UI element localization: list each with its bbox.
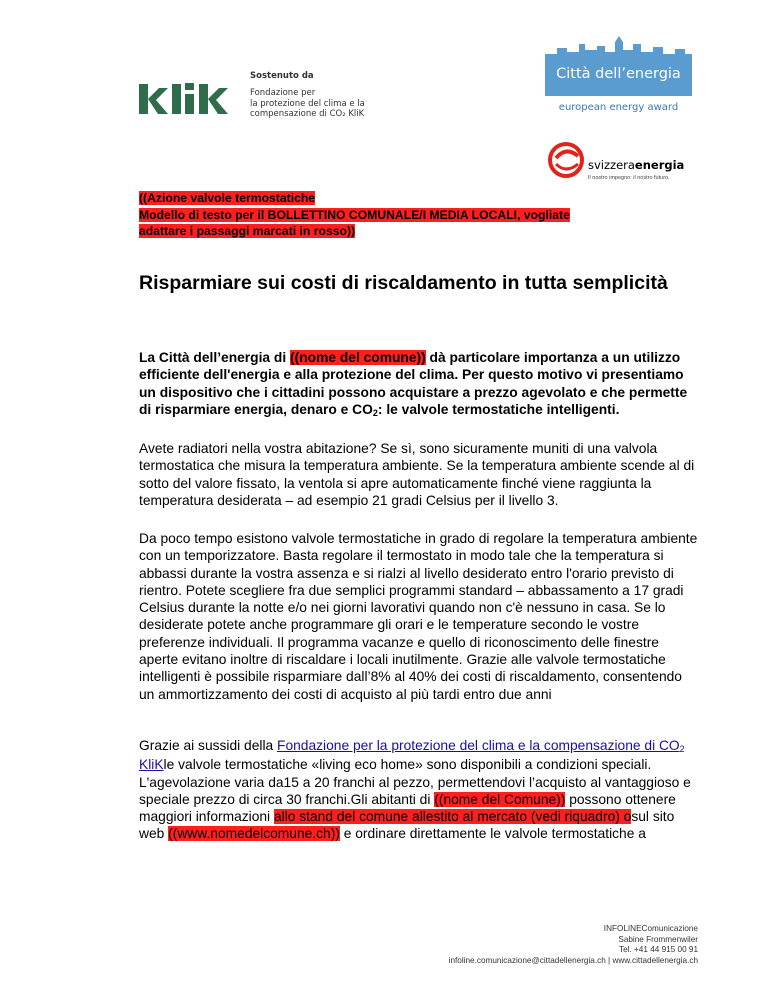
svizzera-name bbox=[588, 158, 684, 172]
paragraph-3 bbox=[139, 737, 699, 843]
notice-block bbox=[139, 190, 699, 240]
svizzera-name-light: svizzera bbox=[588, 158, 635, 172]
paragraph-1: Avete radiatori nella vostra abitazione? Se sì, sono sicuramente muniti di una valvola termostatica che misura la temperatura ambiente. Se la temperatura ambiente scende al di sotto del valore fissato, la ventola si apre automaticamente finché viene raggiunta la temperatura desiderata – ad esempio 21 gradi Celsius per il livello 3. bbox=[139, 441, 695, 508]
citta-title: Città dell’energia bbox=[556, 66, 681, 82]
svizzera-energia-logo bbox=[548, 138, 698, 188]
subscript: 2 bbox=[679, 744, 685, 754]
notice-line: ((Azione valvole termostatiche bbox=[139, 191, 316, 205]
skyline-icon bbox=[545, 32, 692, 62]
sponsor-body bbox=[250, 88, 365, 120]
svizzera-tagline: Il nostro impegno: il nostro futuro. bbox=[588, 175, 670, 181]
link-text: Fondazione per la protezione del clima e la compensazione di CO bbox=[277, 738, 680, 753]
placeholder-highlight: ((nome del Comune)) bbox=[434, 791, 566, 807]
notice-line: adattare i passaggi marcati in rosso)) bbox=[139, 224, 356, 238]
paragraph-text: sul sito web bbox=[139, 809, 675, 842]
sponsor-line: Fondazione per bbox=[250, 88, 316, 98]
intro-text: dà particolare importanza a un utilizzo efficiente dell'energia e alla protezione del clima. Per questo motivo vi presentiamo un dispositivo che i cittadini possono acquistare a prezzo agevolato e che permette di risparmiare energia, denaro e CO bbox=[139, 350, 688, 417]
footer-line: Sabine Frommenwiler bbox=[618, 934, 698, 944]
footer-line: infoline.comunicazione@cittadellenergia.ch | www.cittadellenergia.ch bbox=[448, 955, 698, 965]
paragraph-text: le valvole termostatiche «living eco home» sono disponibili a condizioni speciali. L'agevolazione varia da15 a 20 franchi al pezzo, permettendovi l’acquisto al vantaggioso e speciale prezzo di circa 30 franchi.Gli abitanti di bbox=[139, 757, 691, 807]
sponsor-line: compensazione di CO₂ KliK bbox=[250, 109, 365, 119]
footer-line: Tel. +41 44 915 00 91 bbox=[619, 945, 698, 955]
svizzera-swirl-icon bbox=[548, 138, 586, 182]
link-text: KliK bbox=[139, 757, 164, 773]
intro-text: La Città dell’energia di bbox=[139, 350, 291, 365]
paragraph-2: Da poco tempo esistono valvole termostatiche in grado di regolare la temperatura ambiente con un temporizzatore. Basta regolare il termostato in modo tale che la temperatura si abbassi durante la vostra assenza e si rialzi al livello desiderato entro l'orario previsto di rientro. Potete scegliere fra due semplici programmi standard – abbassamento a 17 gradi Celsius durante la notte e/o nei giorni lavorativi quando non c'è nessuno in casa. Se lo desiderate potete anche programmare gli orari e le temperature secondo le vostre preferenze individuali. Il programma vacanze e quello di riconoscimento delle finestre aperte evitano inoltre di riscaldare i locali inutilmente. Grazie alle valvole termostatiche intelligenti è possibile risparmiare dall’8% al 40% dei costi di riscaldamento, consentendo un ammortizzamento dei costi di acquisto al più tardi entro due anni bbox=[139, 531, 698, 702]
sponsor-block bbox=[250, 71, 365, 120]
page-title: Risparmiare sui costi di riscaldamento in tutta semplicità bbox=[139, 272, 668, 294]
sponsor-title: Sostenuto da bbox=[250, 71, 314, 81]
citta-subtitle: european energy award bbox=[558, 102, 679, 113]
subscript: 2 bbox=[372, 407, 378, 418]
placeholder-highlight: ((www.nomedelcomune.ch)) bbox=[168, 826, 340, 842]
klik-logo bbox=[137, 80, 233, 118]
paragraph-text: possono ottenere maggiori informazioni bbox=[139, 791, 676, 825]
intro-paragraph bbox=[139, 349, 699, 420]
intro-text: : le valvole termostatiche intelligenti. bbox=[377, 401, 620, 417]
footer-line: INFOLINEComunicazione bbox=[603, 924, 698, 933]
footer-contact bbox=[449, 924, 698, 966]
placeholder-highlight: allo stand del comune allestito al mercato (vedi riquadro) o bbox=[273, 809, 632, 825]
citta-energia-logo bbox=[545, 32, 692, 120]
paragraph-text: e ordinare direttamente le valvole termostatiche a bbox=[339, 826, 646, 842]
svizzera-name-bold: energia bbox=[634, 158, 685, 172]
sponsor-line: la protezione del clima e la bbox=[250, 98, 365, 109]
paragraph-text: Grazie ai sussidi della bbox=[139, 738, 278, 753]
notice-line: Modello di testo per il BOLLETTINO COMUNALE/I MEDIA LOCALI, vogliate bbox=[139, 207, 570, 222]
placeholder-highlight: ((nome del comune)) bbox=[290, 350, 426, 365]
